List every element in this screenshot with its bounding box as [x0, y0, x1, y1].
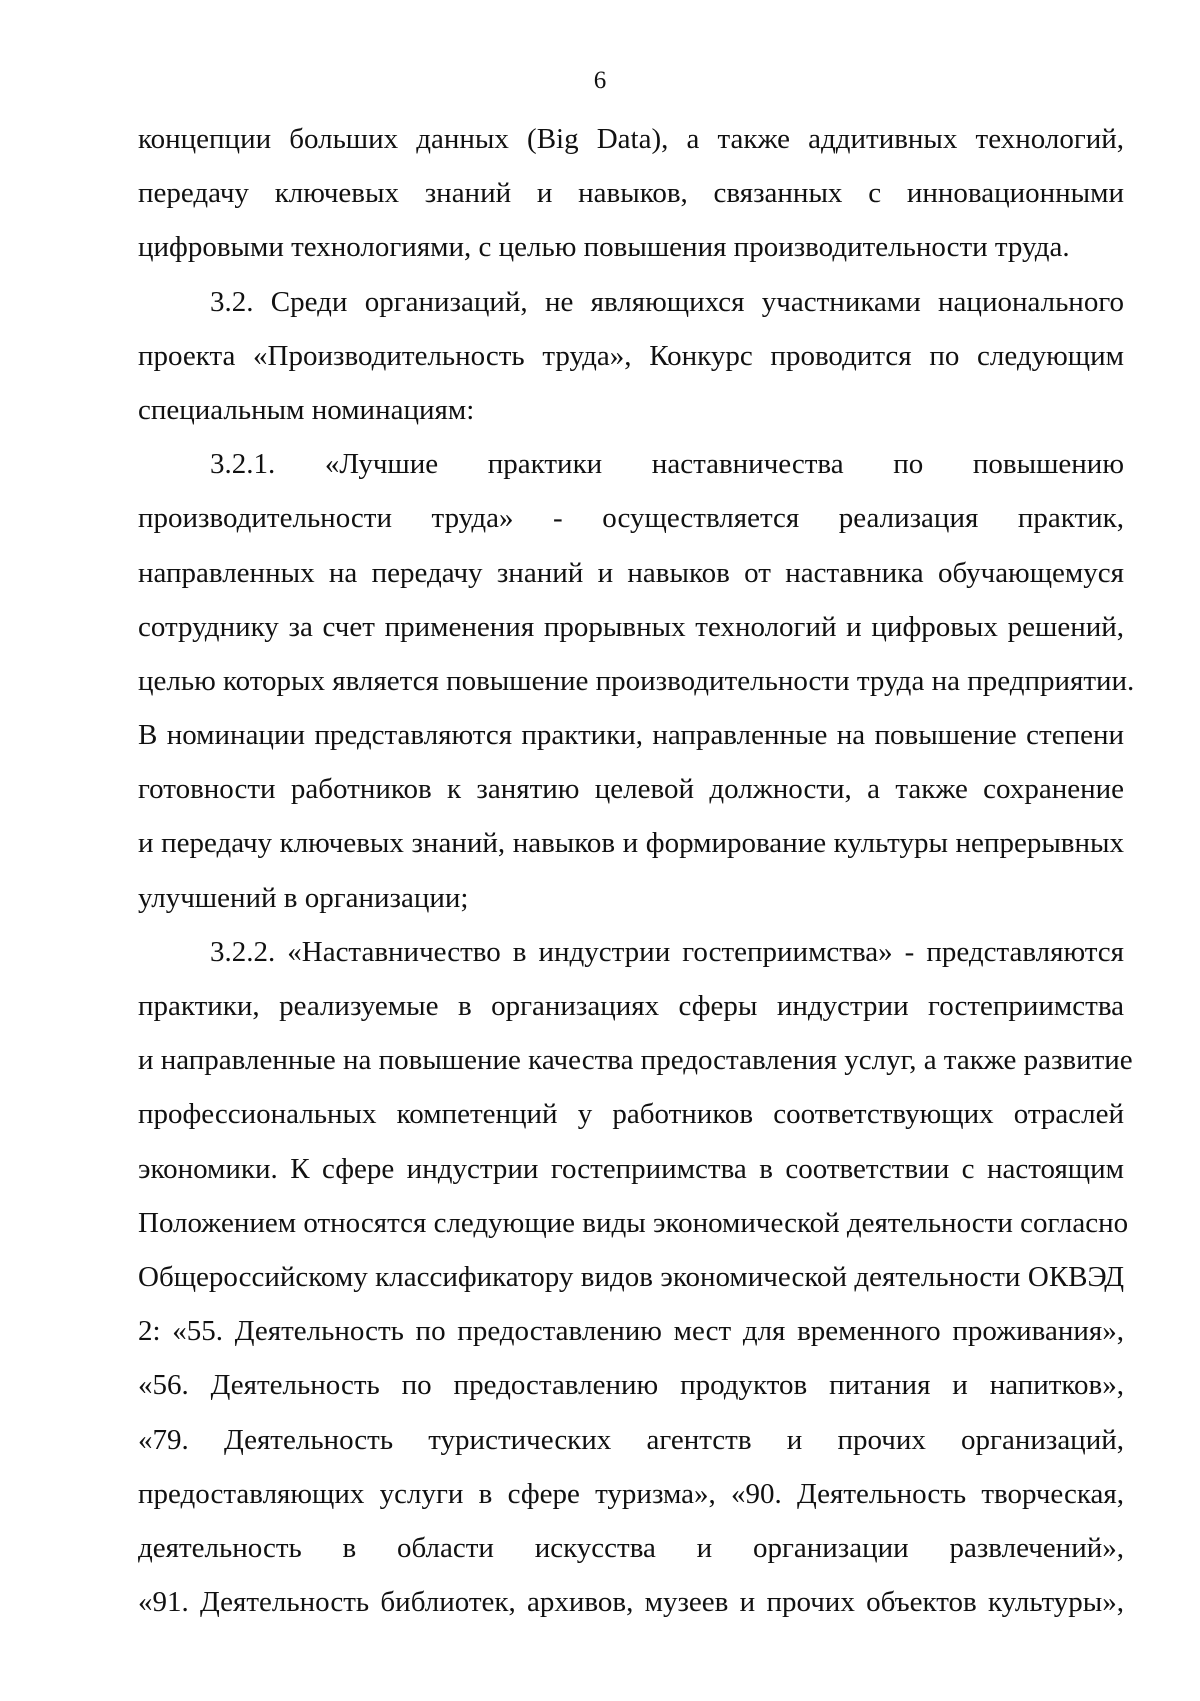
text-line: проекта «Производительность труда», Конкурс проводится по следующим: [138, 339, 1124, 372]
text-line: производительности труда» - осуществляется реализация практик,: [138, 502, 1124, 535]
text-line: практики, реализуемые в организациях сферы индустрии гостеприимства: [138, 990, 1124, 1022]
body-text: [138, 112, 1135, 1629]
text-line: «91. Деятельность библиотек, архивов, музеев и прочих объектов культуры»,: [138, 1586, 1124, 1619]
paragraph-start-line: 3.2. Среди организаций, не являющихся участниками национального: [210, 285, 1124, 318]
text-line: профессиональных компетенций у работников соответствующих отраслей: [138, 1098, 1124, 1131]
text-line: передачу ключевых знаний и навыков, связанных с инновационными: [138, 177, 1124, 210]
text-line: улучшений в организации;: [138, 881, 469, 914]
text-line: и передачу ключевых знаний, навыков и формирование культуры непрерывных: [138, 827, 1124, 860]
text-line: и направленные на повышение качества предоставления услуг, а также развитие: [138, 1044, 1133, 1077]
text-line: деятельность в области искусства и организации развлечений»,: [138, 1531, 1124, 1564]
text-line: Общероссийскому классификатору видов экономической деятельности ОКВЭД: [138, 1260, 1124, 1293]
text-line: сотруднику за счет применения прорывных технологий и цифровых решений,: [138, 610, 1124, 643]
page-number: 6: [593, 67, 607, 94]
paragraph-start-line: 3.2.1. «Лучшие практики наставничества по повышению: [210, 448, 1124, 481]
text-line: экономики. К сфере индустрии гостеприимства в соответствии с настоящим: [138, 1152, 1124, 1185]
text-line: цифровыми технологиями, с целью повышения производительности труда.: [138, 231, 1070, 264]
text-line: «79. Деятельность туристических агентств и прочих организаций,: [138, 1423, 1124, 1456]
text-line: направленных на передачу знаний и навыков от наставника обучающемуся: [138, 556, 1124, 589]
text-line: концепции больших данных (Big Data), а также аддитивных технологий,: [138, 123, 1124, 155]
text-line: Положением относятся следующие виды экономической деятельности согласно: [138, 1206, 1129, 1239]
text-line: целью которых является повышение производительности труда на предприятии.: [138, 664, 1135, 697]
paragraph-start-line: 3.2.2. «Наставничество в индустрии гостеприимства» - представляются: [210, 935, 1124, 968]
text-line: готовности работников к занятию целевой должности, а также сохранение: [138, 773, 1124, 806]
text-line: 2: «55. Деятельность по предоставлению мест для временного проживания»,: [138, 1315, 1124, 1348]
text-line: специальным номинациям:: [138, 393, 475, 426]
text-line: предоставляющих услуги в сфере туризма», «90. Деятельность творческая,: [138, 1477, 1124, 1510]
text-line: «56. Деятельность по предоставлению продуктов питания и напитков»,: [138, 1369, 1124, 1402]
text-line: В номинации представляются практики, направленные на повышение степени: [138, 719, 1124, 752]
